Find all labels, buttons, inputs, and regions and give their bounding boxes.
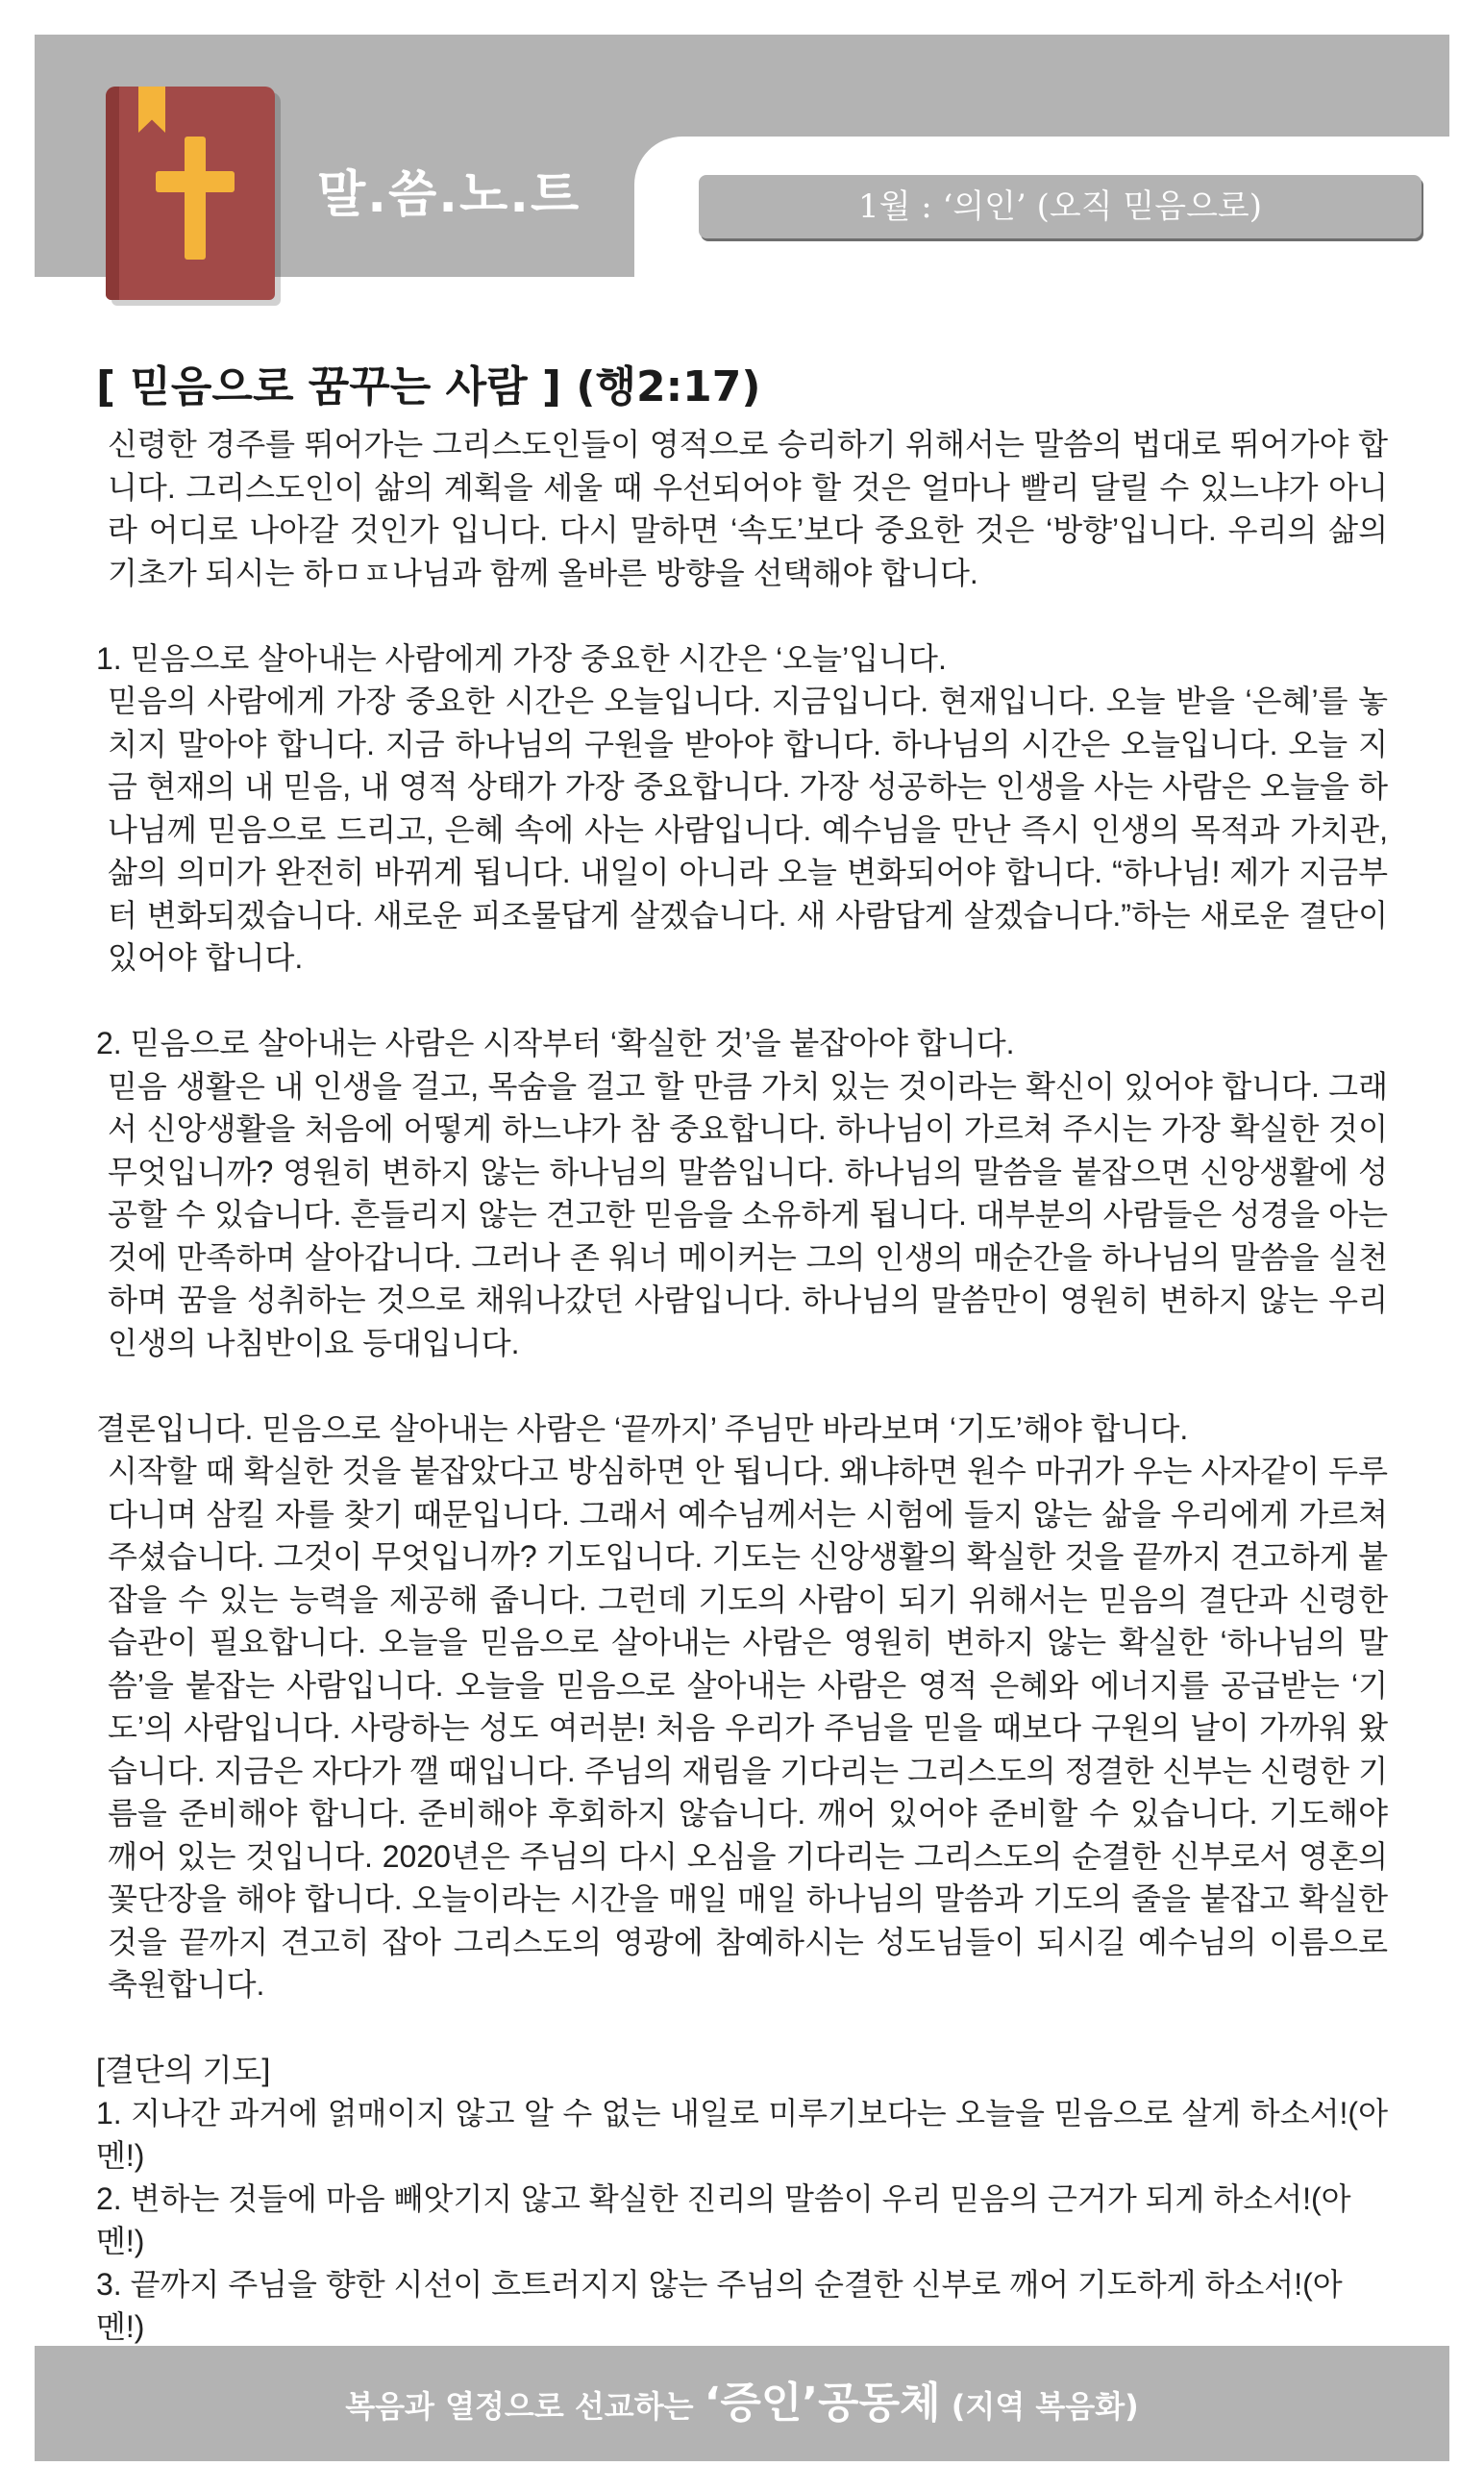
- month-theme-label: 1월 : ‘의인’ (오직 믿음으로): [699, 175, 1422, 238]
- prayer-item: 2. 변하는 것들에 마음 빼앗기지 않고 확실한 진리의 말씀이 우리 믿음의 근거가 되게 하소서!(아멘!): [96, 2180, 1351, 2258]
- footer-band: [35, 2346, 1449, 2461]
- prayer-item: 3. 끝까지 주님을 향한 시선이 흐트러지지 않는 주님의 순결한 신부로 깨어 기도하게 하소서!(아멘!): [96, 2266, 1343, 2344]
- spacer: [96, 980, 1388, 1023]
- spacer: [96, 594, 1388, 637]
- brand-title: 말.씀.노.트: [317, 166, 581, 224]
- prayer-item: 1. 지나간 과거에 얽매이지 않고 알 수 없는 내일로 미루기보다는 오늘을 믿음으로 살게 하소서!(아멘!): [96, 2095, 1388, 2173]
- footer-suffix: (지역 복음화): [940, 2388, 1139, 2425]
- section1-heading: 1. 믿음으로 살아내는 사람에게 가장 중요한 시간은 ‘오늘’입니다.: [96, 640, 947, 676]
- section2-heading: 2. 믿음으로 살아내는 사람은 시작부터 ‘확실한 것’을 붙잡아야 합니다.: [96, 1026, 1015, 1060]
- bookmark-ribbon-icon: [138, 87, 165, 133]
- bible-book-icon: [106, 87, 275, 300]
- section1-paragraph: 믿음의 사람에게 가장 중요한 시간은 오늘입니다. 지금입니다. 현재입니다. 오늘 받을 ‘은혜’를 놓치지 말아야 합니다. 지금 하나님의 구원을 받아야 합니다. 하나님의 시간은 오늘입니다. 오늘 지금 현재의 내 믿음, 내 영적 상태가 가장 중요합니다. 가장 성공하는 인생을 사는 사람은 오늘을 하나님께 믿음으로 드리고, 은혜 속에 사는 사람입니다. 예수님을 만난 즉시 인생의 목적과 가치관, 삶의 의미가 완전히 바뀌게 됩니다. 내일이 아니라 오늘 변화되어야 합니다. “하나님! 제가 지금부터 변화되겠습니다. 새로운 피조물답게 살겠습니다. 새 사람답게 살겠습니다.”하는 새로운 결단이 있어야 합니다.: [108, 684, 1388, 975]
- conclusion-heading: 결론입니다. 믿음으로 살아내는 사람은 ‘끝까지’ 주님만 바라보며 ‘기도’해야 합니다.: [96, 1410, 1189, 1446]
- cross-icon-bar: [156, 171, 235, 192]
- footer-prefix: 복음과 열정으로 선교하는: [345, 2388, 705, 2425]
- spacer: [96, 2006, 1388, 2050]
- conclusion-paragraph: 시작할 때 확실한 것을 붙잡았다고 방심하면 안 됩니다. 왜냐하면 원수 마귀가 우는 사자같이 두루 다니며 삼킬 자를 찾기 때문입니다. 그래서 예수님께서는 시험에 들지 않는 삶을 우리에게 가르쳐 주셨습니다. 그것이 무엇입니까? 기도입니다. 기도는 신앙생활의 확실한 것을 끝까지 견고하게 붙잡을 수 있는 능력을 제공해 줍니다. 그런데 기도의 사람이 되기 위해서는 믿음의 결단과 신령한 습관이 필요합니다. 오늘을 믿음으로 살아내는 사람은 영원히 변하지 않는 확실한 ‘하나님의 말씀’을 붙잡는 사람입니다. 오늘을 믿음으로 살아내는 사람은 영적 은혜와 에너지를 공급받는 ‘기도’의 사람입니다. 사랑하는 성도 여러분! 처음 우리가 주님을 믿을 때보다 구원의 날이 가까워 왔습니다. 지금은 자다가 깰 때입니다. 주님의 재림을 기다리는 그리스도의 정결한 신부는 신령한 기름을 준비해야 합니다. 준비해야 후회하지 않습니다. 깨어 있어야 준비할 수 있습니다. 기도해야 깨어 있는 것입니다. 2020년은 주님의 다시 오심을 기다리는 그리스도의 순결한 신부로서 영혼의 꽃단장을 해야 합니다. 오늘이라는 시간을 매일 매일 하나님의 말씀과 기도의 줄을 붙잡고 확실한 것을 끝까지 견고히 잡아 그리스도의 영광에 참예하시는 성도님들이 되시길 예수님의 이름으로 축원합니다.: [108, 1454, 1388, 2002]
- book-spine: [106, 87, 119, 300]
- prayer-heading: [결단의 기도]: [96, 2053, 271, 2087]
- intro-paragraph: 신령한 경주를 뛰어가는 그리스도인들이 영적으로 승리하기 위해서는 말씀의 법대로 뛰어가야 합니다. 그리스도인이 삶의 계획을 세울 때 우선되어야 할 것은 얼마나 빨리 달릴 수 있느냐가 아니라 어디로 나아갈 것인가 입니다. 다시 말하면 ‘속도’보다 중요한 것은 ‘방향’입니다. 우리의 삶의 기초가 되시는 하ㅁㅍ나님과 함께 올바른 방향을 선택해야 합니다.: [108, 427, 1388, 590]
- spacer: [96, 1364, 1388, 1407]
- footer-emphasis: ‘증인’공동체: [704, 2379, 941, 2428]
- cross-icon: [185, 137, 206, 260]
- sermon-title: [ 믿음으로 꿈꾸는 사람 ] (행2:17): [96, 362, 761, 411]
- section2-paragraph: 믿음 생활은 내 인생을 걸고, 목숨을 걸고 할 만큼 가치 있는 것이라는 확신이 있어야 합니다. 그래서 신앙생활을 처음에 어떻게 하느냐가 참 중요합니다. 하나님이 가르쳐 주시는 가장 확실한 것이 무엇입니까? 영원히 변하지 않는 하나님의 말씀입니다. 하나님의 말씀을 붙잡으면 신앙생활에 성공할 수 있습니다. 흔들리지 않는 견고한 믿음을 소유하게 됩니다. 대부분의 사람들은 성경을 아는 것에 만족하며 살아갑니다. 그러나 존 워너 메이커는 그의 인생의 매순간을 하나님의 말씀을 실천하며 꿈을 성취하는 것으로 채워나갔던 사람입니다. 하나님의 말씀만이 영원히 변하지 않는 우리 인생의 나침반이요 등대입니다.: [108, 1068, 1388, 1360]
- sermon-body: [96, 423, 1388, 2349]
